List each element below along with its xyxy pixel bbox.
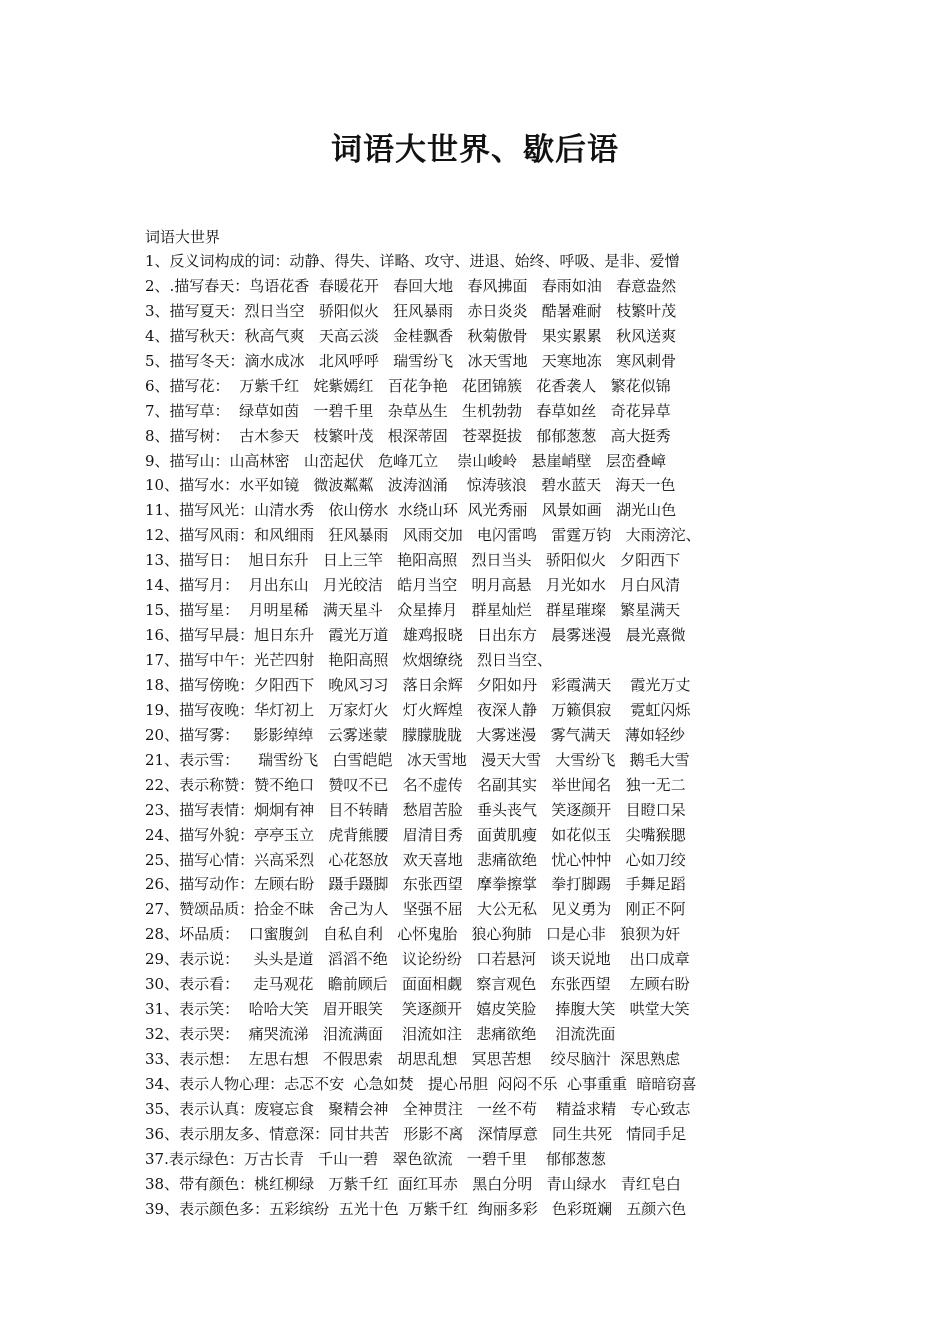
list-item: 38、带有颜色：桃红柳绿 万紫千红 面红耳赤 黑白分明 青山绿水 青红皂白 bbox=[145, 1174, 681, 1193]
list-item: 32、表示哭： 痛哭流涕 泪流满面 泪流如注 悲痛欲绝 泪流洗面 bbox=[145, 1025, 616, 1044]
list-item: 9、描写山：山高林密 山峦起伏 危峰兀立 崇山峻岭 悬崖峭壁 层峦叠嶂 bbox=[145, 451, 666, 470]
list-item: 8、描写树： 古木参天 枝繁叶茂 根深蒂固 苍翠挺拔 郁郁葱葱 高大挺秀 bbox=[145, 426, 671, 445]
list-item: 1、反义词构成的词：动静、得失、详略、攻守、进退、始终、呼吸、是非、爱憎 bbox=[145, 252, 680, 270]
list-item: 10、描写水：水平如镜 微波粼粼 波涛汹涌 惊涛骇浪 碧水蓝天 海天一色 bbox=[145, 476, 676, 495]
list-item: 27、赞颂品质：拾金不昧 舍己为人 坚强不屈 大公无私 见义勇为 刚正不阿 bbox=[145, 900, 686, 919]
list-item: 18、描写傍晚：夕阳西下 晚风习习 落日余辉 夕阳如丹 彩霞满天 霞光万丈 bbox=[145, 675, 691, 694]
list-item: 19、描写夜晚：华灯初上 万家灯火 灯火辉煌 夜深人静 万籁俱寂 霓虹闪烁 bbox=[145, 700, 691, 719]
list-item: 15、描写星： 月明星稀 满天星斗 众星捧月 群星灿烂 群星璀璨 繁星满天 bbox=[145, 601, 681, 620]
list-item: 26、描写动作：左顾右盼 蹑手蹑脚 东张西望 摩拳擦掌 拳打脚踢 手舞足蹈 bbox=[145, 875, 686, 894]
list-item: 35、表示认真：废寝忘食 聚精会神 全神贯注 一丝不苟 精益求精 专心致志 bbox=[145, 1099, 691, 1118]
list-item: 36、表示朋友多、情意深：同甘共苦 形影不离 深情厚意 同生共死 情同手足 bbox=[145, 1124, 687, 1143]
list-item: 14、描写月： 月出东山 月光皎洁 皓月当空 明月高悬 月光如水 月白风清 bbox=[145, 576, 681, 595]
vocabulary-list bbox=[145, 249, 925, 1222]
list-item: 37.表示绿色：万古长青 千山一碧 翠色欲流 一碧千里 郁郁葱葱 bbox=[145, 1149, 606, 1168]
list-item: 17、描写中午：光芒四射 艳阳高照 炊烟缭绕 烈日当空、 bbox=[145, 651, 553, 669]
list-item: 25、描写心情：兴高采烈 心花怒放 欢天喜地 悲痛欲绝 忧心忡忡 心如刀绞 bbox=[145, 850, 686, 869]
list-item: 30、表示看： 走马观花 瞻前顾后 面面相觑 察言观色 东张西望 左顾右盼 bbox=[145, 975, 690, 994]
list-item: 22、表示称赞：赞不绝口 赞叹不已 名不虚传 名副其实 举世闻名 独一无二 bbox=[145, 775, 686, 794]
list-item: 7、描写草： 绿草如茵 一碧千里 杂草丛生 生机勃勃 春草如丝 奇花异草 bbox=[145, 401, 671, 420]
list-item: 6、描写花： 万紫千红 姹紫嫣红 百花争艳 花团锦簇 花香袭人 繁花似锦 bbox=[145, 376, 671, 395]
list-item: 24、描写外貌：亭亭玉立 虎背熊腰 眉清目秀 面黄肌瘦 如花似玉 尖嘴猴腮 bbox=[145, 825, 686, 844]
list-item: 13、描写日： 旭日东升 日上三竿 艳阳高照 烈日当头 骄阳似火 夕阳西下 bbox=[145, 551, 681, 570]
list-item: 23、描写表情：炯炯有神 目不转睛 愁眉苦脸 垂头丧气 笑逐颜开 目瞪口呆 bbox=[145, 800, 686, 819]
list-item: 2、.描写春天：鸟语花香 春暖花开 春回大地 春风拂面 春雨如油 春意盎然 bbox=[145, 276, 677, 295]
list-item: 33、表示想： 左思右想 不假思索 胡思乱想 冥思苦想 绞尽脑汁 深思熟虑 bbox=[145, 1050, 681, 1068]
page-title: 词语大世界、歇后语 bbox=[331, 132, 619, 168]
section-heading: 词语大世界 bbox=[145, 228, 221, 246]
list-item: 28、坏品质： 口蜜腹剑 自私自利 心怀鬼胎 狼心狗肺 口是心非 狼狈为奸 bbox=[145, 925, 681, 944]
list-item: 4、描写秋天：秋高气爽 天高云淡 金桂飘香 秋菊傲骨 果实累累 秋风送爽 bbox=[145, 326, 677, 345]
list-item: 12、描写风雨：和风细雨 狂风暴雨 风雨交加 电闪雷鸣 雷霆万钧 大雨滂沱、 bbox=[145, 526, 701, 545]
list-item: 3、描写夏天：烈日当空 骄阳似火 狂风暴雨 赤日炎炎 酷暑难耐 枝繁叶茂 bbox=[145, 301, 677, 320]
list-item: 31、表示笑： 哈哈大笑 眉开眼笑 笑逐颜开 嬉皮笑脸 捧腹大笑 哄堂大笑 bbox=[145, 1000, 690, 1019]
list-item: 29、表示说： 头头是道 滔滔不绝 议论纷纷 口若悬河 谈天说地 出口成章 bbox=[145, 950, 690, 969]
list-item: 34、表示人物心理：忐忑不安 心急如焚 提心吊胆 闷闷不乐 心事重重 暗暗窃喜 bbox=[145, 1074, 697, 1093]
list-item: 16、描写早晨：旭日东升 霞光万道 雄鸡报晓 日出东方 晨雾迷漫 晨光熹微 bbox=[145, 626, 686, 645]
list-item: 20、描写雾： 影影绰绰 云雾迷蒙 朦朦胧胧 大雾迷漫 雾气满天 薄如轻纱 bbox=[145, 725, 685, 744]
list-item: 11、描写风光：山清水秀 依山傍水 水绕山环 风光秀丽 风景如画 湖光山色 bbox=[145, 501, 677, 520]
list-item: 21、表示雪： 瑞雪纷飞 白雪皑皑 冰天雪地 漫天大雪 大雪纷飞 鹅毛大雪 bbox=[145, 750, 690, 769]
list-item: 39、表示颜色多：五彩缤纷 五光十色 万紫千红 绚丽多彩 色彩斑斓 五颜六色 bbox=[145, 1199, 687, 1218]
list-item: 5、描写冬天：滴水成冰 北风呼呼 瑞雪纷飞 冰天雪地 天寒地冻 寒风刺骨 bbox=[145, 351, 677, 370]
